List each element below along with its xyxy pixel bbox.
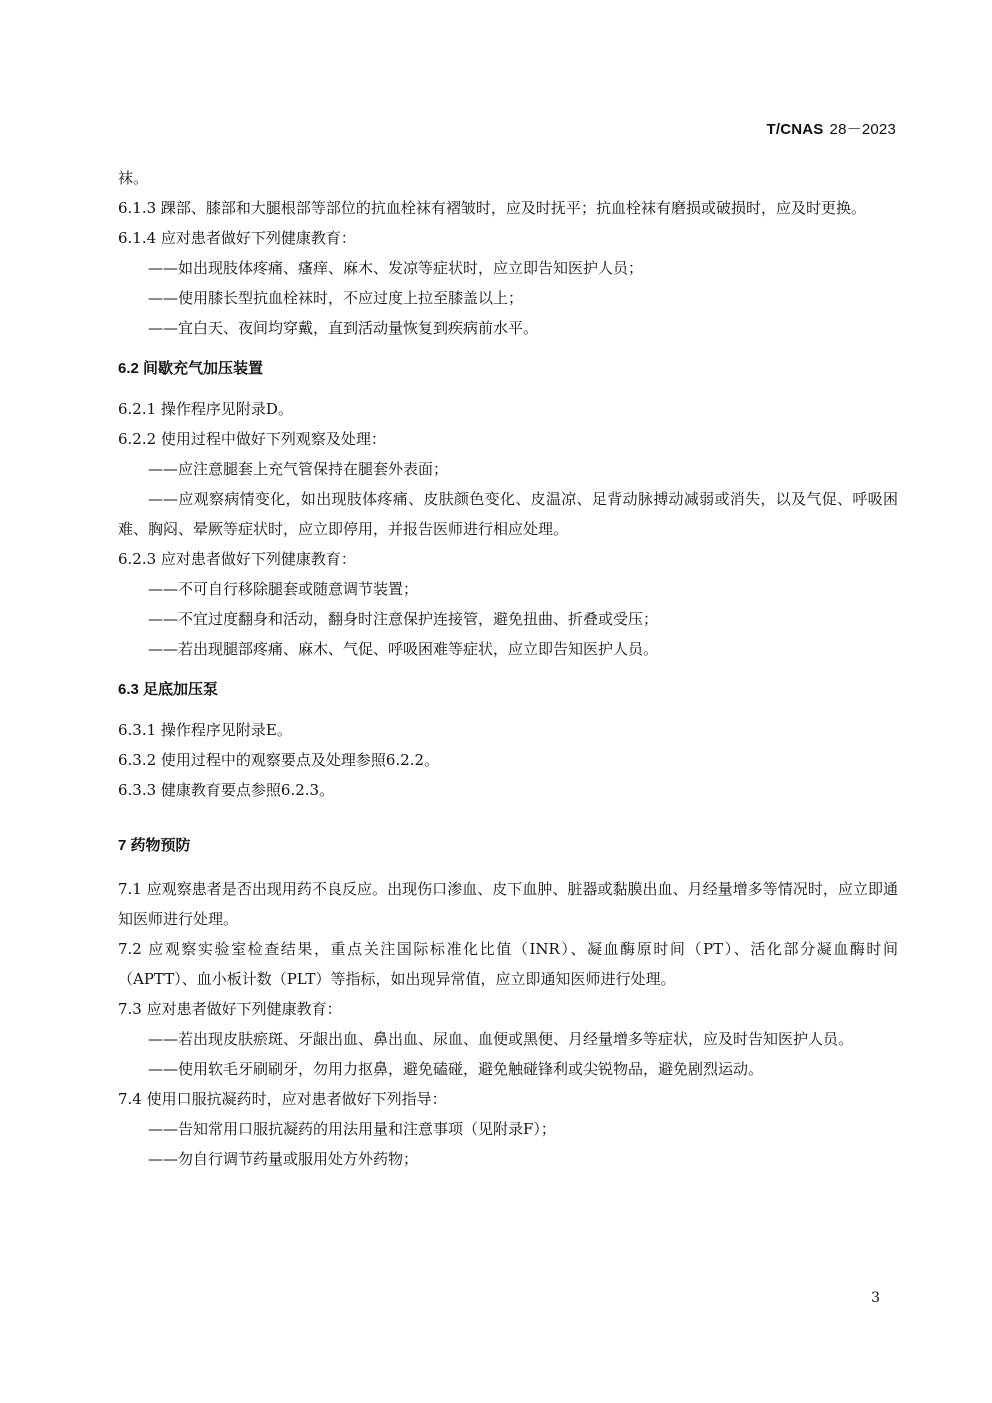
paragraph: 袜。 (118, 169, 149, 187)
standard-code: T/CNAS (766, 121, 824, 138)
page-content (118, 163, 898, 1174)
paragraph: 6.3.1 操作程序见附录E。 (118, 721, 292, 739)
paragraph: 6.3.2 使用过程中的观察要点及处理参照6.2.2。 (118, 751, 440, 769)
list-item: ——告知常用口服抗凝药的用法用量和注意事项（见附录F）； (148, 1120, 556, 1138)
paragraph: 6.3.3 健康教育要点参照6.2.3。 (118, 781, 335, 799)
list-item: ——应注意腿套上充气管保持在腿套外表面； (148, 460, 449, 478)
standard-year: 28－2023 (829, 121, 896, 138)
subsection-heading: 6.3 足底加压泵 (118, 681, 219, 698)
list-item: ——宜白天、夜间均穿戴，直到活动量恢复到疾病前水平。 (148, 319, 539, 337)
section-heading: 7 药物预防 (118, 837, 191, 854)
document-header (766, 118, 896, 139)
paragraph: 6.1.4 应对患者做好下列健康教育： (118, 229, 356, 247)
subsection-heading: 6.2 间歇充气加压装置 (118, 360, 264, 377)
list-item: ——不宜过度翻身和活动，翻身时注意保护连接管，避免扭曲、折叠或受压； (148, 610, 659, 628)
paragraph: 7.2 应观察实验室检查结果，重点关注国际标准化比值（INR）、凝血酶原时间（PT）、活化部分凝血酶时间（APTT）、血小板计数（PLT）等指标，如出现异常值，应立即通知医师进行处理。 (118, 940, 898, 988)
paragraph: 7.4 使用口服抗凝药时，应对患者做好下列指导： (118, 1090, 447, 1108)
paragraph: 7.3 应对患者做好下列健康教育： (118, 1000, 342, 1018)
list-item: ——如出现肢体疼痛、瘙痒、麻木、发凉等症状时，应立即告知医护人员； (148, 259, 644, 277)
paragraph: 6.2.1 操作程序见附录D。 (118, 400, 293, 418)
list-item: ——应观察病情变化，如出现肢体疼痛、皮肤颜色变化、皮温凉、足背动脉搏动减弱或消失，以及气促、呼吸困难、胸闷、晕厥等症状时，应立即停用，并报告医师进行相应处理。 (118, 490, 898, 538)
list-item: ——使用软毛牙刷刷牙，勿用力抠鼻，避免磕碰，避免触碰锋利或尖锐物品，避免剧烈运动。 (148, 1060, 764, 1078)
list-item: ——勿自行调节药量或服用处方外药物； (148, 1150, 419, 1168)
paragraph: 7.1 应观察患者是否出现用药不良反应。出现伤口渗血、皮下血肿、脏器或黏膜出血、月经量增多等情况时，应立即通知医师进行处理。 (118, 880, 898, 928)
list-item: ——若出现皮肤瘀斑、牙龈出血、鼻出血、尿血、血便或黑便、月经量增多等症状，应及时告知医护人员。 (148, 1030, 854, 1048)
page-number: 3 (871, 1290, 880, 1306)
paragraph: 6.2.2 使用过程中做好下列观察及处理： (118, 430, 386, 448)
list-item: ——不可自行移除腿套或随意调节装置； (148, 580, 419, 598)
paragraph: 6.1.3 踝部、膝部和大腿根部等部位的抗血栓袜有褶皱时，应及时抚平；抗血栓袜有磨损或破损时，应及时更换。 (118, 199, 866, 217)
list-item: ——若出现腿部疼痛、麻木、气促、呼吸困难等症状，应立即告知医护人员。 (148, 640, 659, 658)
paragraph: 6.2.3 应对患者做好下列健康教育： (118, 550, 356, 568)
list-item: ——使用膝长型抗血栓袜时，不应过度上拉至膝盖以上； (148, 289, 524, 307)
